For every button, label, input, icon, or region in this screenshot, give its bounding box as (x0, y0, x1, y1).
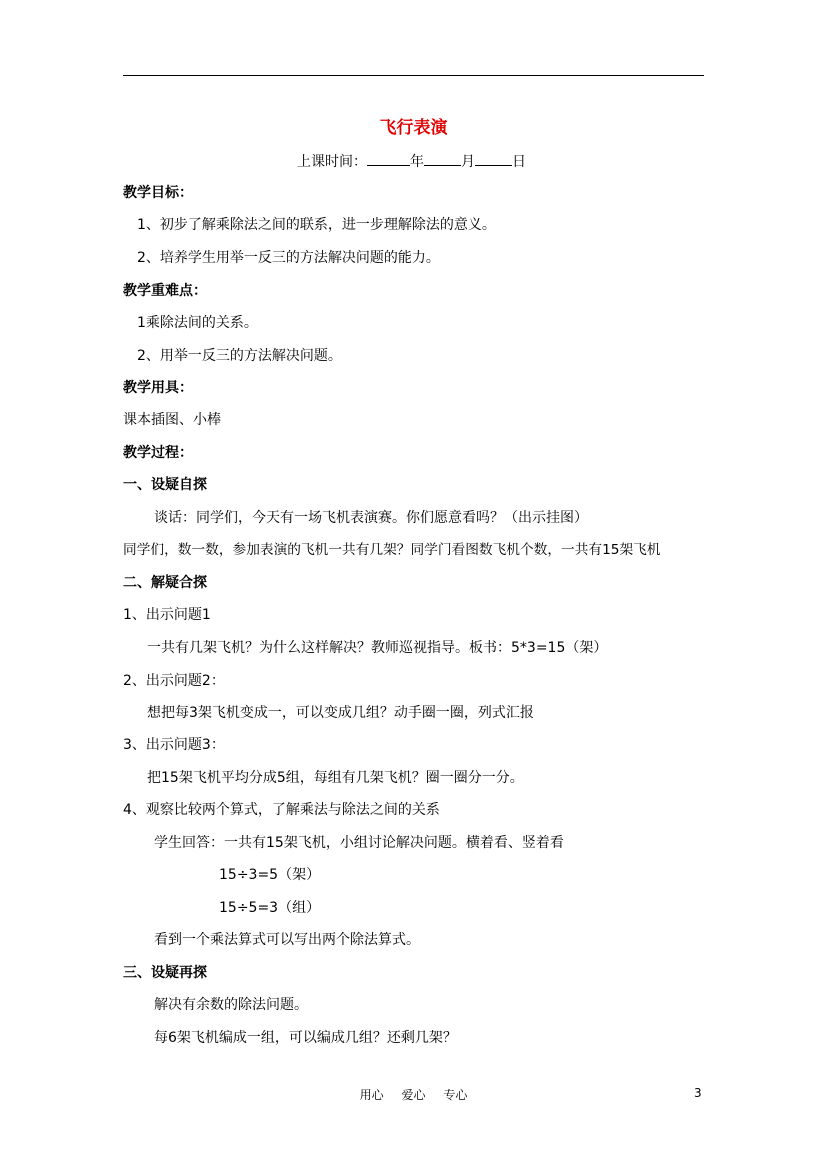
paragraph: 每6架飞机编成一组，可以编成几组？还剩几架？ (154, 1030, 457, 1046)
tools-text: 课本插图、小棒 (123, 412, 221, 428)
paragraph: 解决有余数的除法问题。 (154, 997, 308, 1013)
paragraph: 想把每3架飞机变成一，可以变成几组？动手圈一圈，列式汇报 (147, 705, 534, 721)
step-heading: 2、出示问题2： (123, 673, 225, 689)
step-heading: 1、出示问题1 (123, 607, 211, 623)
subsection-heading: 二、解疑合探 (123, 575, 207, 591)
page-number: 3 (694, 1086, 702, 1100)
section-heading-tools: 教学用具： (123, 380, 193, 396)
footer-text-left: 用心 (359, 1088, 384, 1102)
header-rule (123, 75, 704, 76)
step-heading: 4、观察比较两个算式，了解乘法与除法之间的关系 (123, 802, 440, 818)
month-blank (424, 151, 461, 166)
equation: 15÷3=5（架） (219, 867, 321, 883)
class-date-line (297, 151, 526, 171)
paragraph: 学生回答：一共有15架飞机，小组讨论解决问题。横着看、竖着看 (154, 835, 564, 851)
objective-item: 2、培养学生用举一反三的方法解决问题的能力。 (137, 250, 440, 266)
footer-text-right: 专心 (443, 1088, 468, 1102)
year-label: 年 (410, 154, 424, 170)
month-label: 月 (461, 154, 475, 170)
page-footer (0, 1086, 827, 1103)
paragraph: 把15架飞机平均分成5组，每组有几架飞机？圈一圈分一分。 (147, 770, 524, 786)
equation: 15÷5=3（组） (219, 900, 321, 916)
section-heading-process: 教学过程： (123, 445, 193, 461)
day-blank (475, 151, 512, 166)
section-heading-key-points: 教学重难点： (123, 283, 207, 299)
subsection-heading: 一、设疑自探 (123, 477, 207, 493)
footer-text-middle: 爱心 (401, 1088, 426, 1102)
day-label: 日 (512, 154, 526, 170)
subsection-heading: 三、设疑再探 (123, 965, 207, 981)
section-heading-objectives: 教学目标： (123, 185, 193, 201)
year-blank (367, 151, 410, 166)
paragraph: 一共有几架飞机？为什么这样解决？教师巡视指导。板书：5*3=15（架） (147, 640, 608, 656)
paragraph: 谈话：同学们，今天有一场飞机表演赛。你们愿意看吗？（出示挂图） (154, 510, 588, 526)
key-point-item: 2、用举一反三的方法解决问题。 (137, 348, 342, 364)
objective-item: 1、初步了解乘除法之间的联系，进一步理解除法的意义。 (137, 217, 496, 233)
paragraph: 看到一个乘法算式可以写出两个除法算式。 (154, 932, 420, 948)
step-heading: 3、出示问题3： (123, 737, 225, 753)
key-point-item: 1乘除法间的关系。 (137, 315, 258, 331)
paragraph: 同学们，数一数，参加表演的飞机一共有几架？同学门看图数飞机个数，一共有15架飞机 (123, 542, 661, 558)
date-prefix: 上课时间： (297, 154, 367, 170)
document-title: 飞行表演 (379, 118, 448, 138)
